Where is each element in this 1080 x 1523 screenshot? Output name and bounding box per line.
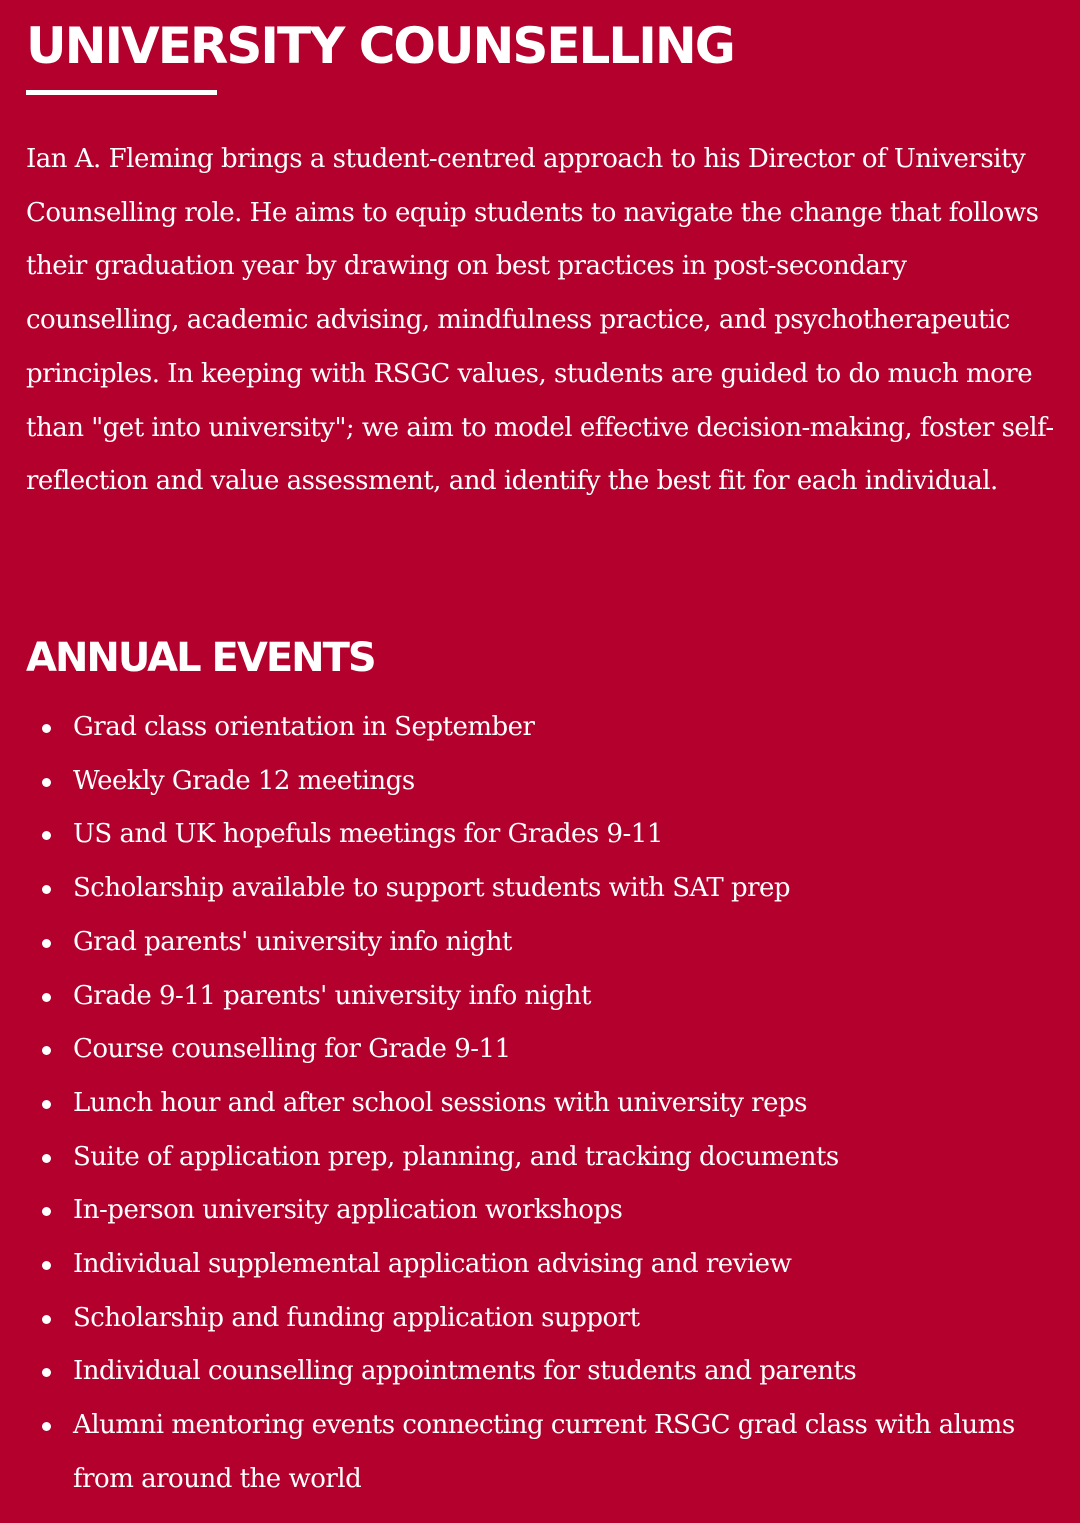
list-item-text: Grad parents' university info night: [73, 926, 512, 957]
list-item-text: Course counselling for Grade 9-11: [73, 1034, 511, 1065]
list-item-text: Alumni mentoring events connecting current RSGC grad class with alums from around the world: [73, 1410, 1015, 1494]
bullet-icon: [42, 993, 51, 1002]
title-underline: [26, 90, 217, 95]
bullet-icon: [42, 1100, 51, 1109]
bullet-icon: [42, 1046, 51, 1055]
list-item: [26, 862, 1056, 916]
list-item: [26, 1238, 1056, 1292]
bullet-icon: [42, 1154, 51, 1163]
list-item: [26, 1131, 1056, 1185]
list-item: [26, 1345, 1056, 1399]
list-item: [26, 1292, 1056, 1346]
list-item-text: US and UK hopefuls meetings for Grades 9-11: [73, 819, 663, 850]
list-item-text: Weekly Grade 12 meetings: [73, 765, 415, 796]
list-item: [26, 916, 1056, 970]
list-item-text: Lunch hour and after school sessions with university reps: [73, 1087, 807, 1118]
bullet-icon: [42, 1207, 51, 1216]
bullet-icon: [42, 1368, 51, 1377]
annual-events-list: [26, 701, 1056, 1507]
list-item-text: Scholarship available to support students with SAT prep: [73, 873, 791, 904]
bullet-icon: [42, 1315, 51, 1324]
bullet-icon: [42, 1422, 51, 1431]
annual-events-heading: ANNUAL EVENTS: [26, 635, 375, 681]
list-item-text: Individual supplemental application advising and review: [73, 1249, 792, 1280]
list-item-text: Individual counselling appointments for students and parents: [73, 1356, 857, 1387]
page-title: UNIVERSITY COUNSELLING: [26, 17, 734, 75]
list-item: [26, 1077, 1056, 1131]
list-item-text: Scholarship and funding application support: [73, 1302, 640, 1333]
list-item: [26, 1023, 1056, 1077]
list-item: [26, 755, 1056, 809]
list-item-text: In-person university application workshops: [73, 1195, 623, 1226]
list-item: [26, 808, 1056, 862]
list-item: [26, 701, 1056, 755]
bullet-icon: [42, 1261, 51, 1270]
intro-paragraph: Ian A. Fleming brings a student-centred approach to his Director of University Counselling role. He aims to equip students to navigate the change that follows their graduation year by drawing on best practices in post-secondary counselling, academic advising, mindfulness practice, and psychotherapeutic principles. In keeping with RSGC values, students are guided to do much more than "get into university"; we aim to model effective decision-making, foster self-reflection and value assessment, and identify the best fit for each individual.: [26, 144, 1054, 497]
list-item-text: Grad class orientation in September: [73, 712, 535, 742]
list-item: [26, 1399, 1056, 1506]
bullet-icon: [42, 831, 51, 840]
list-item-text: Suite of application prep, planning, and tracking documents: [73, 1141, 839, 1172]
list-item: [26, 1184, 1056, 1238]
bullet-icon: [42, 885, 51, 894]
bullet-icon: [42, 778, 51, 787]
list-item: [26, 970, 1056, 1024]
bullet-icon: [42, 939, 51, 948]
list-item-text: Grade 9-11 parents' university info night: [73, 980, 591, 1011]
bullet-icon: [42, 724, 51, 733]
